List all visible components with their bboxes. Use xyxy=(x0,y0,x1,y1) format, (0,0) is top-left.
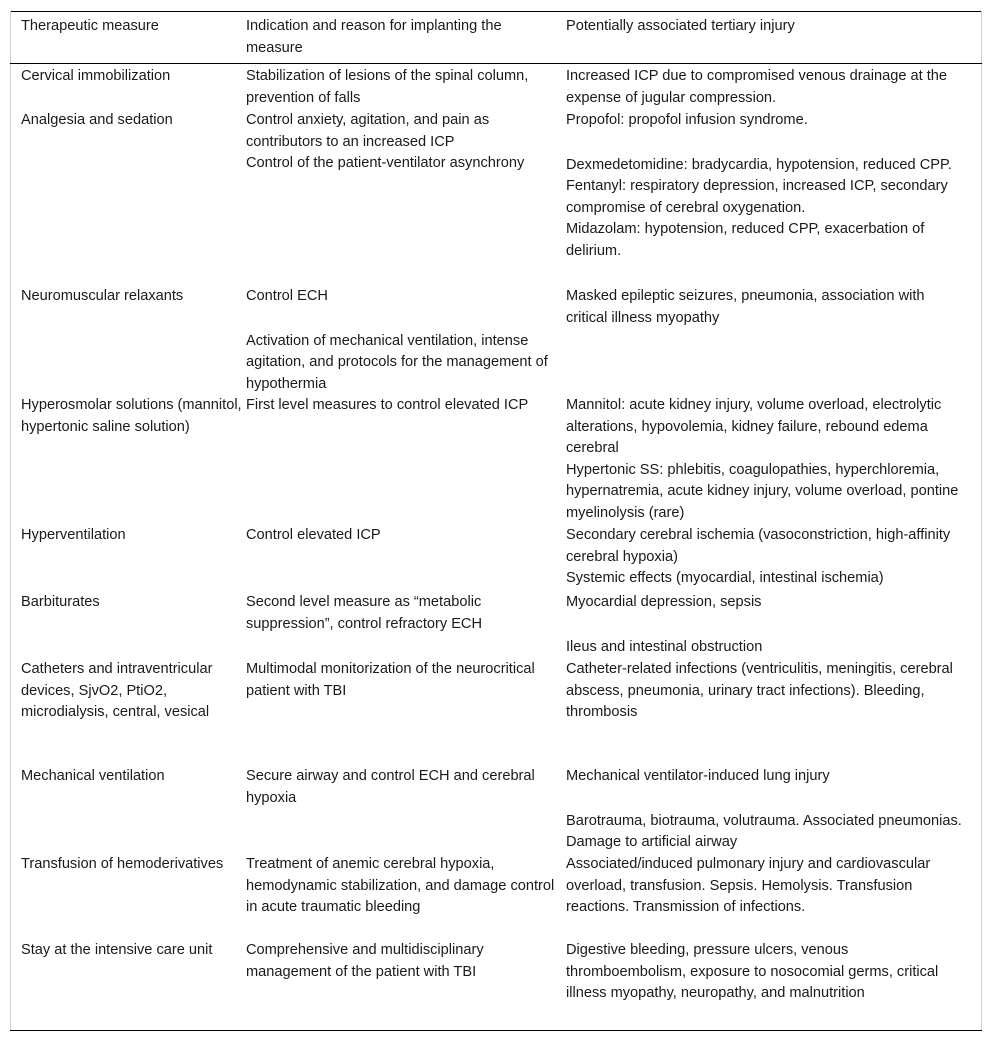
indication-cell: Control ECH xyxy=(246,288,328,304)
header-therapeutic-measure: Therapeutic measure xyxy=(21,18,159,34)
measure-cell: Transfusion of hemoderivatives xyxy=(21,856,224,872)
injury-cell: Propofol: propofol infusion syndrome. xyxy=(566,112,808,128)
indication-cell: Activation of mechanical ventilation, intense agitation, and protocols for the management of hypothermia xyxy=(246,332,548,392)
measure-cell: Stay at the intensive care unit xyxy=(21,942,213,958)
injury-cell: Hypertonic SS: phlebitis, coagulopathies, hyperchloremia, hypernatremia, acute kidney injury, volume overload, pontine myelinolysis (rare) xyxy=(566,461,959,521)
indication-cell: Control elevated ICP xyxy=(246,527,381,543)
injury-cell: Myocardial depression, sepsis xyxy=(566,594,762,610)
header-indication: Indication and reason for implanting the measure xyxy=(246,18,502,56)
measure-cell: Barbiturates xyxy=(21,594,100,610)
measure-cell: Neuromuscular relaxants xyxy=(21,288,184,304)
table-row xyxy=(10,592,982,658)
injury-cell: Midazolam: hypotension, reduced CPP, exacerbation of delirium. xyxy=(566,221,925,259)
table-row xyxy=(10,659,982,724)
injury-cell: Increased ICP due to compromised venous drainage at the expense of jugular compression. xyxy=(566,68,948,106)
injury-cell: Digestive bleeding, pressure ulcers, venous thromboembolism, exposure to nosocomial germs, critical illness myopathy, neuropathy, and malnutrition xyxy=(566,942,939,1001)
table-row xyxy=(10,395,982,524)
injury-cell: Systemic effects (myocardial, intestinal ischemia) xyxy=(566,570,884,586)
indication-cell: Secure airway and control ECH and cerebral hypoxia xyxy=(246,768,535,806)
injury-cell: Associated/induced pulmonary injury and cardiovascular overload, transfusion. Sepsis. Hemolysis. Transfusion reactions. Transmission of infections. xyxy=(566,856,931,915)
table-row xyxy=(10,525,982,590)
injury-cell: Mechanical ventilator-induced lung injury xyxy=(566,768,830,784)
indication-cell: Multimodal monitorization of the neurocritical patient with TBI xyxy=(246,661,535,699)
measure-cell: Analgesia and sedation xyxy=(21,112,173,128)
injury-cell: Barotrauma, biotrauma, volutrauma. Associated pneumonias. Damage to artificial airway xyxy=(566,812,962,850)
indication-cell: First level measures to control elevated ICP xyxy=(246,397,529,413)
injury-cell: Secondary cerebral ischemia (vasoconstriction, high-affinity cerebral hypoxia) xyxy=(566,527,951,565)
indication-cell: Second level measure as “metabolic suppression”, control refractory ECH xyxy=(246,594,483,632)
table-header-row xyxy=(10,16,982,59)
table-row xyxy=(10,66,982,109)
table-bottom-rule xyxy=(10,1030,982,1031)
measure-cell: Catheters and intraventricular devices, SjvO2, PtiO2, microdialysis, central, vesical xyxy=(21,661,213,720)
table-row xyxy=(10,766,982,854)
indication-cell: Comprehensive and multidisciplinary management of the patient with TBI xyxy=(246,942,484,980)
measure-cell: Hyperosmolar solutions (mannitol, hypertonic saline solution) xyxy=(21,397,242,435)
injury-cell: Masked epileptic seizures, pneumonia, association with critical illness myopathy xyxy=(566,288,925,326)
measure-cell: Mechanical ventilation xyxy=(21,768,165,784)
injury-cell: Catheter-related infections (ventriculitis, meningitis, cerebral abscess, pneumonia, urinary tract infections). Bleeding, thrombosis xyxy=(566,661,953,720)
table-top-rule xyxy=(10,11,982,12)
indication-cell: Control anxiety, agitation, and pain as contributors to an increased ICP xyxy=(246,112,490,150)
table-row xyxy=(10,286,982,395)
indication-cell: Stabilization of lesions of the spinal column, prevention of falls xyxy=(246,68,529,106)
injury-cell: Dexmedetomidine: bradycardia, hypotension, reduced CPP. xyxy=(566,156,952,173)
table-row xyxy=(10,854,982,919)
table-row xyxy=(10,940,982,1005)
injury-cell: Fentanyl: respiratory depression, increased ICP, secondary compromise of cerebral oxygenation. xyxy=(566,178,948,216)
measure-cell: Hyperventilation xyxy=(21,527,126,543)
indication-cell: Control of the patient-ventilator asynchrony xyxy=(246,155,525,171)
injury-cell: Ileus and intestinal obstruction xyxy=(566,638,763,655)
injury-cell: Mannitol: acute kidney injury, volume overload, electrolytic alterations, hypovolemia, kidney failure, rebound edema cerebral xyxy=(566,397,942,456)
header-tertiary-injury: Potentially associated tertiary injury xyxy=(566,18,795,34)
indication-cell: Treatment of anemic cerebral hypoxia, hemodynamic stabilization, and damage control in acute traumatic bleeding xyxy=(246,856,555,915)
measure-cell: Cervical immobilization xyxy=(21,68,171,84)
header-rule xyxy=(10,63,982,64)
table-row xyxy=(10,110,982,262)
